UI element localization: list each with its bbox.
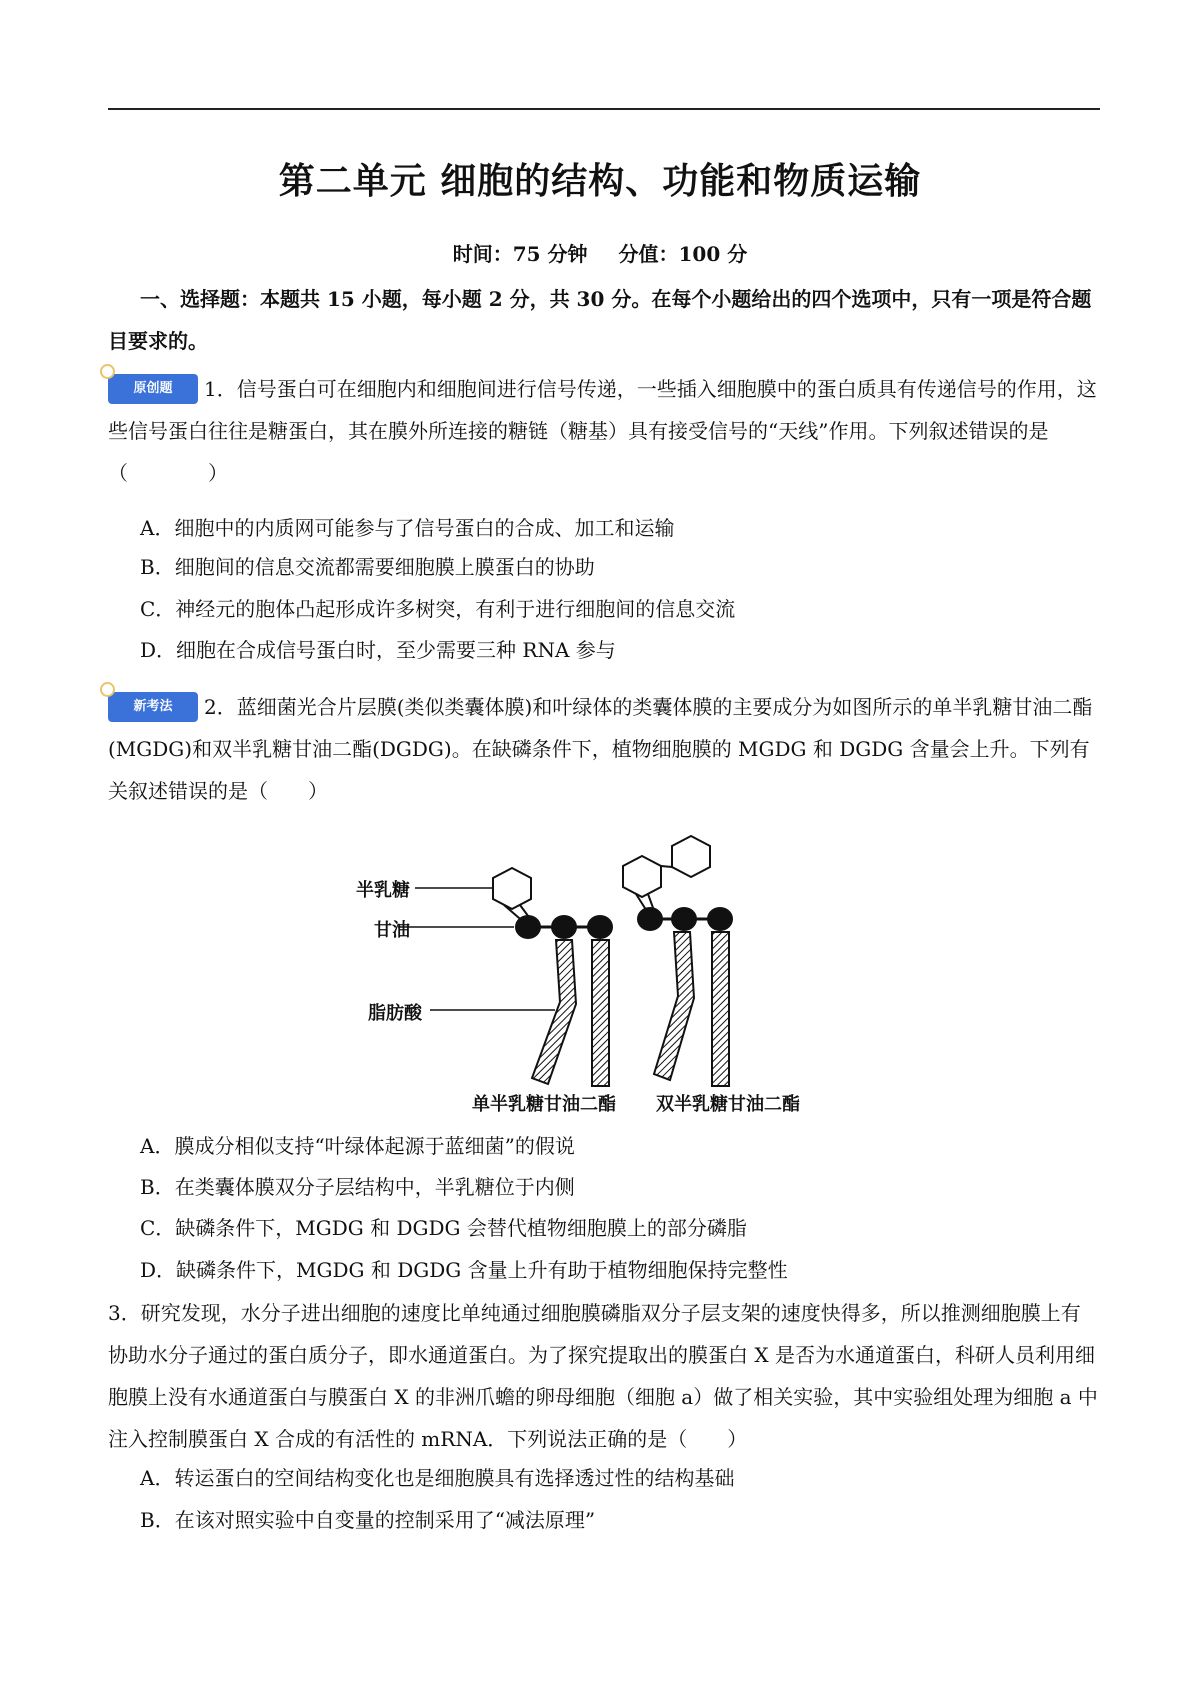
caption-dgdg: 双半乳糖甘油二酯 bbox=[656, 1094, 800, 1115]
q2-option-d: D．缺磷条件下，MGDG 和 DGDG 含量上升有助于植物细胞保持完整性 bbox=[140, 1258, 788, 1282]
label-glycerol: 甘油 bbox=[374, 920, 410, 941]
question-2-stem: 2．蓝细菌光合片层膜(类似类囊体膜)和叶绿体的类囊体膜的主要成分为如图所示的单半乳糖甘油二酯(MGDG)和双半乳糖甘油二酯(DGDG)。在缺磷条件下，植物细胞膜的 MGDG 和 DGDG 含量会上升。下列有关叙述错误的是（ ） bbox=[108, 695, 1093, 803]
galactose-hexagon bbox=[493, 868, 531, 909]
q1-option-b: B．细胞间的信息交流都需要细胞膜上膜蛋白的协助 bbox=[140, 555, 595, 579]
section-instructions: 一、选择题：本题共 15 小题，每小题 2 分，共 30 分。在每个小题给出的四个选项中，只有一项是符合题目要求的。 bbox=[108, 287, 1092, 353]
glycerol-node bbox=[587, 915, 613, 939]
galactose-hexagon bbox=[623, 856, 661, 897]
q3-option-a: A．转运蛋白的空间结构变化也是细胞膜具有选择透过性的结构基础 bbox=[140, 1466, 735, 1490]
badge-ring-icon bbox=[100, 682, 115, 697]
badge-ring-icon bbox=[100, 364, 115, 379]
fatty-acid-chain bbox=[532, 940, 576, 1084]
original-question-badge bbox=[108, 374, 198, 404]
q1-option-d: D．细胞在合成信号蛋白时，至少需要三种 RNA 参与 bbox=[140, 638, 616, 662]
glycerol-node bbox=[515, 915, 541, 939]
glycolipid-diagram bbox=[380, 828, 840, 1118]
glycerol-node bbox=[637, 907, 663, 931]
badge-label: 原创题 bbox=[133, 380, 173, 396]
q2-option-c: C．缺磷条件下，MGDG 和 DGDG 会替代植物细胞膜上的部分磷脂 bbox=[140, 1216, 747, 1240]
question-2 bbox=[108, 686, 1100, 812]
galactose-hexagon bbox=[672, 836, 710, 877]
q2-option-b: B．在类囊体膜双分子层结构中，半乳糖位于内侧 bbox=[140, 1175, 575, 1199]
q2-option-a: A．膜成分相似支持“叶绿体起源于蓝细菌”的假说 bbox=[140, 1134, 575, 1158]
question-1-stem: 1．信号蛋白可在细胞内和细胞间进行信号传递，一些插入细胞膜中的蛋白质具有传递信号的作用，这些信号蛋白往往是糖蛋白，其在膜外所连接的糖链（糖基）具有接受信号的“天线”作用。下列叙述错误的是（ ） bbox=[108, 377, 1097, 485]
glycerol-node bbox=[551, 915, 577, 939]
glycerol-node bbox=[707, 907, 733, 931]
question-1 bbox=[108, 368, 1100, 494]
fatty-acid-chain bbox=[712, 932, 729, 1086]
page-title: 第二单元 细胞的结构、功能和物质运输 bbox=[278, 161, 922, 202]
glycolipid-figure bbox=[356, 828, 840, 1118]
badge-label: 新考法 bbox=[133, 698, 173, 714]
question-3: 3．研究发现，水分子进出细胞的速度比单纯通过细胞膜磷脂双分子层支架的速度快得多，所以推测细胞膜上有协助水分子通过的蛋白质分子，即水通道蛋白。为了探究提取出的膜蛋白 X 是否为水通道蛋白，科研人员利用细胞膜上没有水通道蛋白与膜蛋白 X 的非洲爪蟾的卵母细胞（细胞 a）做了相关实验，其中实验组处理为细胞 a 中注入控制膜蛋白 X 合成的有活性的 mRNA．下列说法正确的是（ ） bbox=[108, 1301, 1098, 1451]
q1-option-a: A．细胞中的内质网可能参与了信号蛋白的合成、加工和运输 bbox=[140, 516, 675, 540]
q3-option-b: B．在该对照实验中自变量的控制采用了“减法原理” bbox=[140, 1508, 596, 1532]
fatty-acid-chain bbox=[592, 940, 609, 1086]
exam-score: 分值：100 分 bbox=[618, 242, 748, 266]
glycerol-node bbox=[671, 907, 697, 931]
exam-time: 时间：75 分钟 bbox=[452, 242, 588, 266]
header-rule bbox=[108, 108, 1100, 110]
exam-meta bbox=[0, 238, 1200, 267]
new-method-badge bbox=[108, 692, 198, 722]
label-fatty-acid: 脂肪酸 bbox=[368, 1003, 422, 1024]
label-galactose: 半乳糖 bbox=[356, 880, 410, 901]
q1-option-c: C．神经元的胞体凸起形成许多树突，有利于进行细胞间的信息交流 bbox=[140, 597, 736, 621]
fatty-acid-chain bbox=[654, 932, 694, 1080]
caption-mgdg: 单半乳糖甘油二酯 bbox=[472, 1094, 616, 1115]
